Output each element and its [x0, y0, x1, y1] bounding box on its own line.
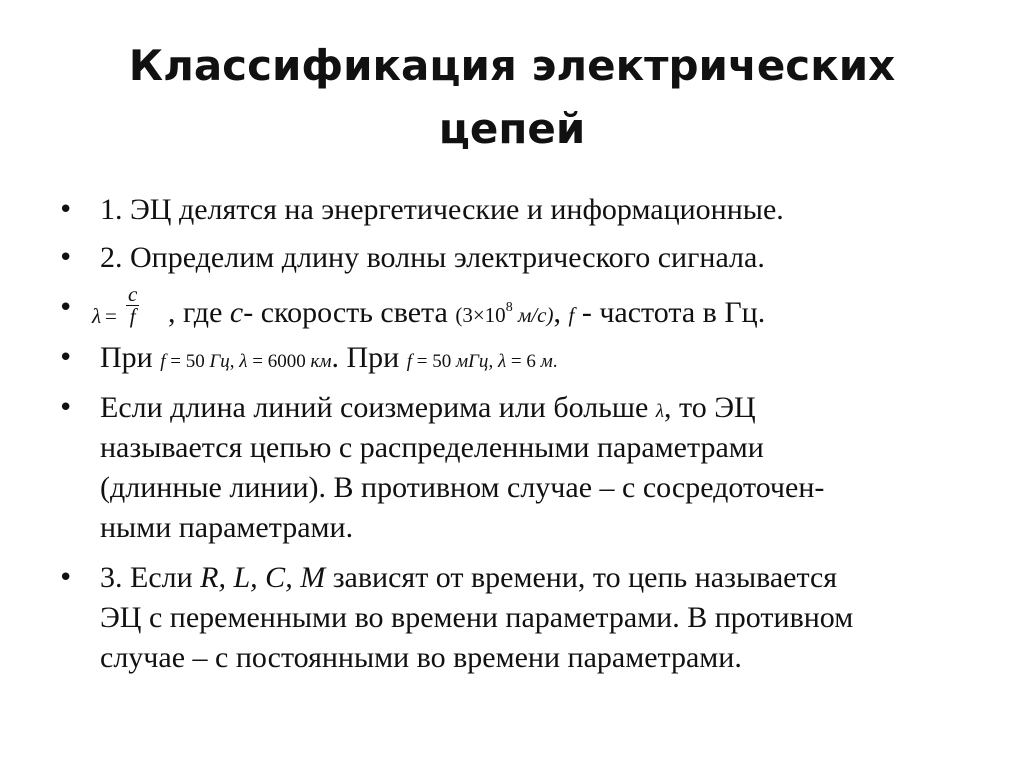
sep-2: , — [488, 351, 498, 372]
bullet-icon: • — [58, 393, 74, 423]
eq-2: = 50 — [412, 351, 456, 372]
bullet-icon: • — [58, 293, 74, 323]
lambda-1: λ — [239, 351, 248, 372]
var-f-2: f — [406, 351, 413, 372]
lambda-3: λ — [655, 401, 665, 422]
unit-gc: Гц — [209, 351, 230, 372]
sep-1: , — [229, 351, 240, 372]
bullet-icon: • — [58, 195, 74, 225]
eq-1: = 50 — [165, 351, 210, 372]
b5-text-b: , то ЭЦ — [664, 391, 756, 424]
bullet-6-line-3: случае – с постоянными во времени параметрами. — [100, 641, 742, 674]
bullet-2-text: 2. Определим длину волны электрического сигнала. — [100, 241, 765, 274]
fraction-numerator: c — [128, 282, 138, 306]
b6-text-a: 3. Если — [100, 561, 201, 594]
bullet-3-formula-line — [92, 282, 912, 338]
text-pri-1: При — [100, 341, 161, 374]
speed-open: (3×10 — [455, 303, 506, 327]
text-frequency: - частота в Гц. — [574, 296, 766, 329]
bullet-icon: • — [58, 563, 74, 593]
unit-km: км — [310, 351, 332, 372]
speed-exponent: 8 — [505, 300, 513, 315]
bullet-1-text: 1. ЭЦ делятся на энергетические и информационные. — [100, 193, 784, 226]
bullet-3-text-run — [168, 288, 765, 335]
lambda-symbol: λ — [92, 304, 102, 328]
bullet-icon: • — [58, 343, 74, 373]
dot-2: . — [552, 351, 558, 372]
circuit-vars: R, L, C, M — [200, 561, 326, 594]
text-pri-2: При — [346, 341, 407, 374]
b5-text-a: Если длина линий соизмерима или больше — [100, 391, 656, 424]
bullet-5-line-1 — [100, 388, 756, 432]
var-f: f — [568, 303, 575, 327]
title-line-1: Классификация электрических — [128, 41, 896, 90]
fraction-c-over-f — [126, 284, 139, 327]
text-gde: , где — [168, 296, 230, 329]
bullet-4-text — [100, 338, 558, 382]
eq-1b: = 6000 — [247, 351, 311, 372]
var-f-1: f — [160, 351, 166, 372]
speed-unit: м/с) — [512, 303, 554, 327]
bullet-6-line-1 — [100, 558, 837, 598]
bullet-5-line-3: (длинные линии). В противном случае – с сосредоточен- — [100, 471, 825, 504]
fraction-denominator: f — [129, 304, 136, 328]
eq-2b: = 6 — [506, 351, 541, 372]
text-speed: - скорость света — [243, 296, 456, 329]
bullet-5-line-4: ными параметрами. — [100, 511, 354, 544]
bullet-5-line-2: называется цепью с распределенными параметрами — [100, 431, 764, 464]
var-c: c — [229, 296, 244, 329]
equals-sign: = — [105, 304, 117, 328]
bullet-6-line-2: ЭЦ с переменными во времени параметрами. В противном — [100, 601, 854, 634]
lambda-2: λ — [497, 351, 507, 372]
unit-m: м — [540, 351, 553, 372]
b6-text-b: зависят от времени, то цепь называется — [325, 561, 838, 594]
title-line-2: цепей — [438, 104, 586, 153]
unit-mgc: мГц — [456, 351, 489, 372]
speed-close: , — [553, 296, 561, 329]
bullet-icon: • — [58, 243, 74, 273]
dot-1: . — [331, 341, 347, 374]
